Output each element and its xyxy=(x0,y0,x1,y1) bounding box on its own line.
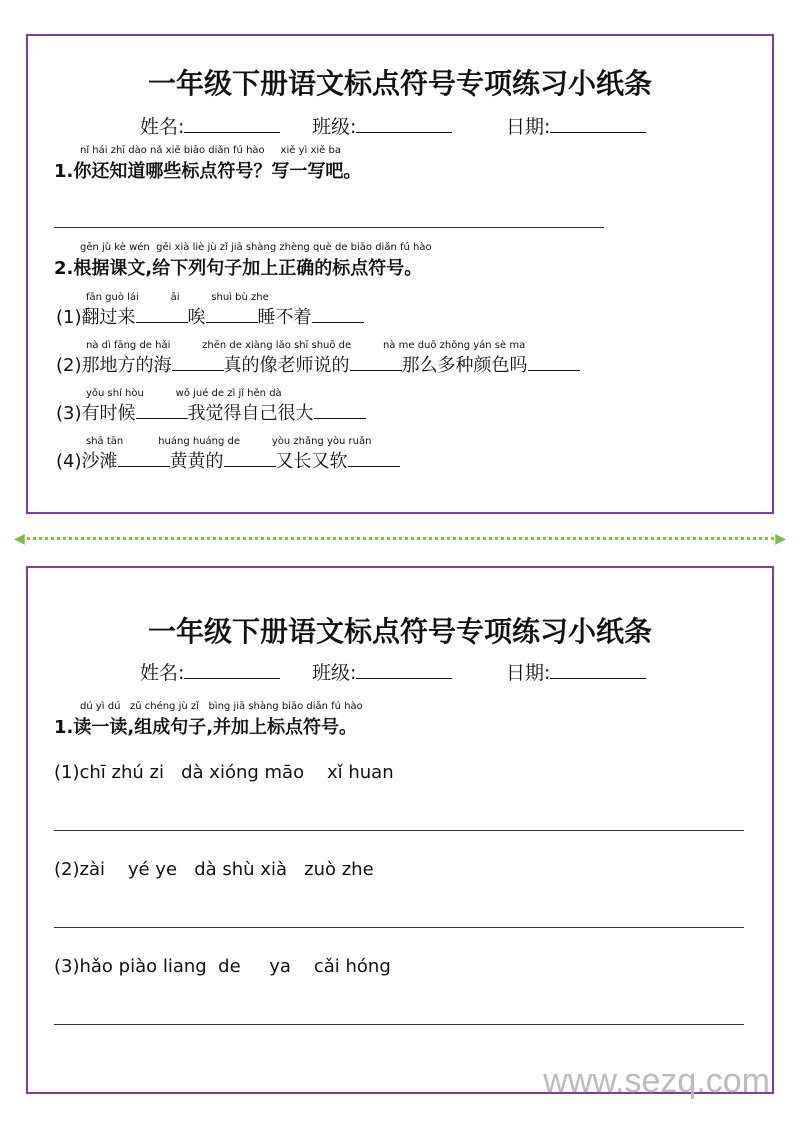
sentence-part: (2)那地方的海 xyxy=(56,355,172,376)
sentence-part: 又长又软 xyxy=(275,451,348,472)
watermark: www.sezq.com xyxy=(543,1062,770,1100)
blank[interactable] xyxy=(350,354,402,371)
blank[interactable] xyxy=(136,306,188,323)
card-title: 一年级下册语文标点符号专项练习小纸条 xyxy=(147,67,652,100)
pinyin: nǐ hái zhī dào nǎ xiē biāo diǎn fú hào xiě yì xiě ba xyxy=(80,145,341,156)
pinyin: dú yì dú zǔ chéng jù zǐ bìng jiā shàng biāo diǎn fú hào xyxy=(80,701,363,712)
answer-line[interactable] xyxy=(54,927,744,928)
practice-card-2 xyxy=(26,566,774,1094)
answer-line[interactable] xyxy=(54,830,744,831)
pinyin-item: (3)hǎo piào liang de ya cǎi hóng xyxy=(54,956,391,977)
sentence-part: 黄黄的 xyxy=(169,451,224,472)
sentence-item xyxy=(56,303,364,329)
blank[interactable] xyxy=(118,450,170,467)
date-field[interactable]: 日期: xyxy=(506,112,646,139)
sentence-part: (1)翻过来 xyxy=(56,307,136,328)
question-2: 2.根据课文,给下列句子加上正确的标点符号。 xyxy=(54,258,423,279)
pinyin-item: (2)zài yé ye dà shù xià zuò zhe xyxy=(54,859,374,880)
class-field[interactable]: 班级: xyxy=(312,658,452,685)
blank[interactable] xyxy=(312,306,364,323)
blank[interactable] xyxy=(136,402,188,419)
blank[interactable] xyxy=(206,306,258,323)
answer-line[interactable] xyxy=(54,1024,744,1025)
blank[interactable] xyxy=(172,354,224,371)
question-1: 1.你还知道哪些标点符号？写一写吧。 xyxy=(54,161,362,182)
sentence-part: 睡不着 xyxy=(257,307,312,328)
sentence-part: 唉 xyxy=(187,307,206,328)
pinyin: shā tān huáng huáng de yòu zhǎng yòu ruǎn xyxy=(86,436,372,447)
arrow-right-icon: ▶ xyxy=(775,531,786,547)
pinyin-item: (1)chī zhú zi dà xióng māo xǐ huan xyxy=(54,762,394,783)
date-field[interactable]: 日期: xyxy=(506,658,646,685)
answer-line[interactable] xyxy=(54,227,604,228)
name-field[interactable]: 姓名: xyxy=(140,112,280,139)
class-field[interactable]: 班级: xyxy=(312,112,452,139)
blank[interactable] xyxy=(348,450,400,467)
pinyin: yǒu shí hòu wǒ jué de zì jǐ hěn dà xyxy=(86,388,282,399)
sentence-item xyxy=(56,447,400,473)
cut-line xyxy=(20,537,780,540)
blank[interactable] xyxy=(314,402,366,419)
pinyin: nà dì fāng de hǎi zhēn de xiàng lǎo shī shuō de nà me duō zhǒng yán sè ma xyxy=(86,340,526,351)
sentence-part: 我觉得自己很大 xyxy=(187,403,314,424)
card-title: 一年级下册语文标点符号专项练习小纸条 xyxy=(147,615,652,648)
sentence-part: (4)沙滩 xyxy=(56,451,118,472)
sentence-item xyxy=(56,351,580,377)
sentence-part: (3)有时候 xyxy=(56,403,136,424)
question-1: 1.读一读,组成句子,并加上标点符号。 xyxy=(54,717,358,738)
name-field[interactable]: 姓名: xyxy=(140,658,280,685)
sentence-part: 那么多种颜色吗 xyxy=(401,355,528,376)
practice-card-1 xyxy=(26,34,774,514)
pinyin: fān guò lái āi shuì bù zhe xyxy=(86,292,269,303)
sentence-part: 真的像老师说的 xyxy=(223,355,350,376)
pinyin: gēn jù kè wén gěi xià liè jù zǐ jiā shàng zhèng què de biāo diǎn fú hào xyxy=(80,242,432,253)
blank[interactable] xyxy=(528,354,580,371)
sentence-item xyxy=(56,399,366,425)
arrow-left-icon: ◀ xyxy=(14,531,25,547)
blank[interactable] xyxy=(224,450,276,467)
